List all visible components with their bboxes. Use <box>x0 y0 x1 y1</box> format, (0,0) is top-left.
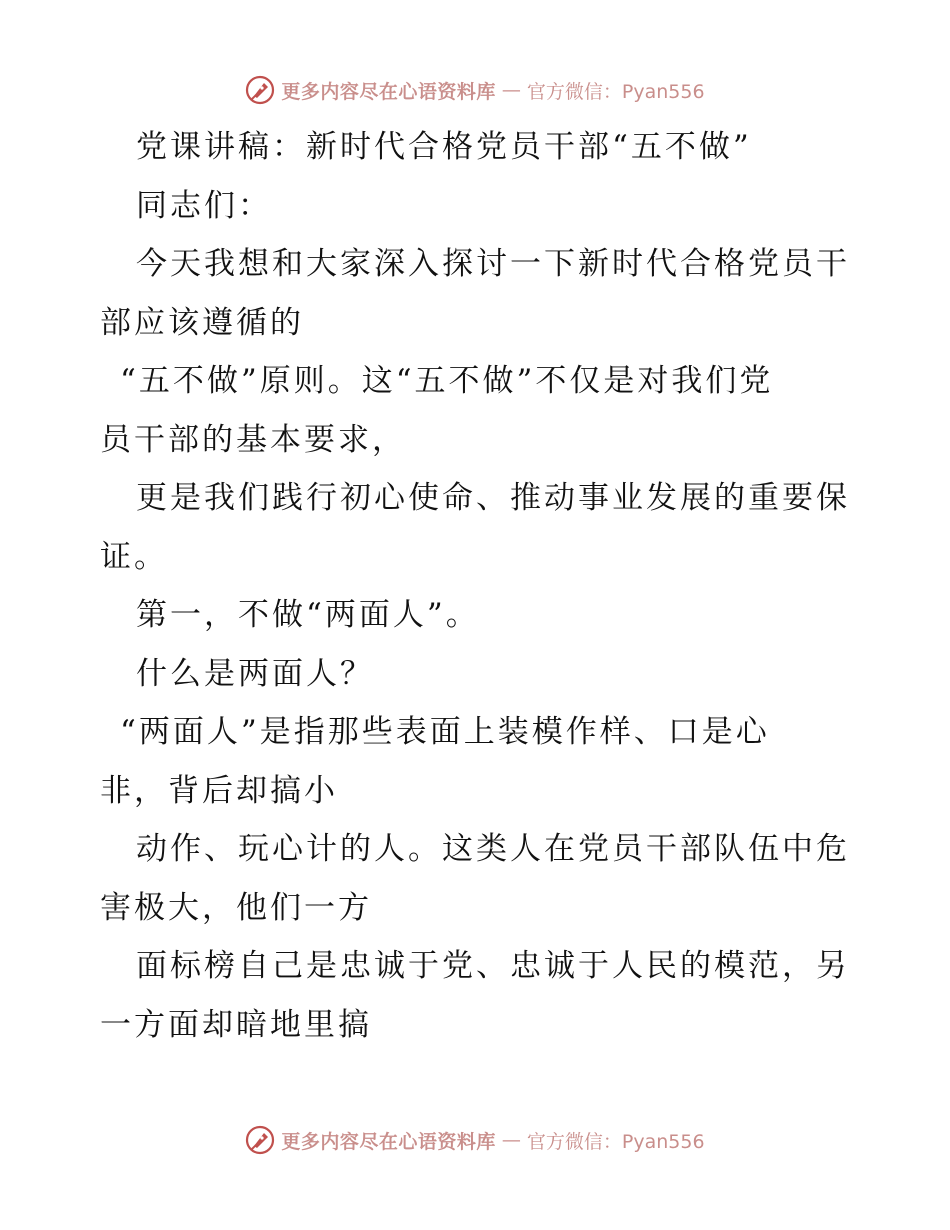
paragraph-line: 动作、玩心计的人。这类人在党员干部队伍中危 <box>136 831 850 867</box>
footer-banner <box>0 1122 950 1158</box>
paragraph-line: 害极大，他们一方 <box>100 889 372 926</box>
footer-site-text: 更多内容尽在心语资料库 <box>281 1130 496 1153</box>
paragraph-line: “两面人”是指那些表面上装模作样、口是心 <box>120 714 770 750</box>
footer-contact-text: 官方微信：Pyan556 <box>526 1130 705 1153</box>
paragraph-line: 一方面却暗地里搞 <box>100 1006 372 1043</box>
paragraph-line: 员干部的基本要求， <box>100 421 406 458</box>
paragraph-line: 什么是两面人？ <box>136 655 374 692</box>
header-separator: — <box>501 79 521 101</box>
paragraph-line: 面标榜自己是忠诚于党、忠诚于人民的模范，另 <box>136 948 850 984</box>
paragraph-line: “五不做”原则。这“五不做”不仅是对我们党 <box>120 363 774 399</box>
header-contact-text: 官方微信：Pyan556 <box>526 80 705 103</box>
header-site-text: 更多内容尽在心语资料库 <box>281 80 496 103</box>
section-heading: 第一，不做“两面人”。 <box>136 597 480 633</box>
paragraph-line: 非，背后却搞小 <box>100 772 338 809</box>
salutation: 同志们： <box>136 187 272 224</box>
document-body <box>100 118 860 1054</box>
header-banner <box>0 72 950 108</box>
paragraph-line: 更是我们践行初心使命、推动事业发展的重要保 <box>136 480 850 516</box>
document-title: 党课讲稿：新时代合格党员干部“五不做” <box>136 129 752 165</box>
paragraph-line: 部应该遵循的 <box>100 304 304 341</box>
paragraph-line: 今天我想和大家深入探讨一下新时代合格党员干 <box>136 246 850 282</box>
footer-separator: — <box>501 1129 521 1151</box>
paragraph-line: 证。 <box>100 538 168 575</box>
pen-nib-logo-icon <box>245 75 275 105</box>
pen-nib-logo-icon <box>245 1125 275 1155</box>
